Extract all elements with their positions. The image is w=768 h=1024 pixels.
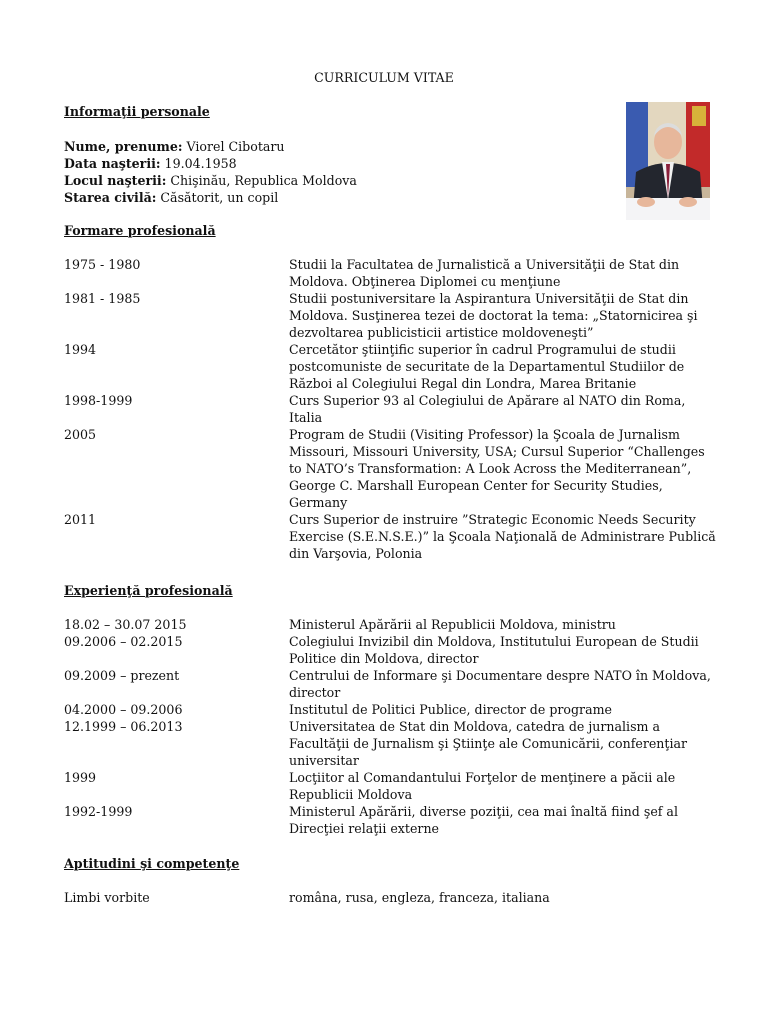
personal-info (64, 138, 357, 206)
education-heading: Formare profesională (64, 223, 216, 238)
period: 2011 (64, 512, 97, 527)
birth-date-line (64, 155, 357, 172)
description: Studii postuniversitare la Aspirantura Universităţii de Stat din Moldova. Susţinerea tezei de doctorat la tema: „Statornicirea şi dezvoltarea publicisticii artistice moldoveneşti” (289, 291, 698, 340)
list-item (64, 511, 724, 562)
experience-heading: Experienţă profesională (64, 583, 233, 598)
list-item (64, 426, 724, 511)
description: Cercetător ştiinţific superior în cadrul Programului de studii postcomuniste de securitate de la Departamentul Studiilor de Război al Colegiului Regal din Londra, Marea Britanie (289, 342, 685, 391)
period: 12.1999 – 06.2013 (64, 719, 183, 734)
civil-status-line (64, 189, 357, 206)
education-list (64, 256, 724, 562)
description: Institutul de Politici Publice, director de programe (289, 702, 612, 717)
name-line (64, 138, 357, 155)
list-item (64, 256, 724, 290)
list-item (64, 341, 724, 392)
period: 1998-1999 (64, 393, 133, 408)
description: Colegiului Invizibil din Moldova, Institutului European de Studii Politice din Moldova, director (289, 634, 699, 666)
languages-value: româna, rusa, engleza, franceza, italiana (289, 890, 550, 905)
languages-label: Limbi vorbite (64, 890, 150, 905)
list-item (64, 803, 724, 837)
period: 1981 - 1985 (64, 291, 141, 306)
civil-status-value: Căsătorit, un copil (156, 190, 279, 205)
list-item (64, 769, 724, 803)
list-item (64, 718, 724, 769)
birth-date-label: Data naşterii: (64, 156, 161, 171)
period: 2005 (64, 427, 97, 442)
list-item (64, 701, 724, 718)
list-item (64, 616, 724, 633)
languages-row (64, 889, 550, 906)
description: Centrului de Informare şi Documentare despre NATO în Moldova, director (289, 668, 711, 700)
description: Studii la Facultatea de Jurnalistică a Universităţii de Stat din Moldova. Obţinerea Diplomei cu menţiune (289, 257, 680, 289)
period: 1999 (64, 770, 97, 785)
birth-place-label: Locul naşterii: (64, 173, 167, 188)
list-item (64, 633, 724, 667)
birth-place-line (64, 172, 357, 189)
period: 09.2006 – 02.2015 (64, 634, 183, 649)
description: Curs Superior de instruire ”Strategic Economic Needs Security Exercise (S.E.N.S.E.)” la Şcoala Naţională de Administrare Publică din Varşovia, Polonia (289, 512, 716, 561)
description: Program de Studii (Visiting Professor) la Şcoala de Jurnalism Missouri, Missouri University, USA; Cursul Superior “Challenges to NATO’s Transformation: A Look Across the Mediterranean”, George C. Marshall European Center for Security Studies, Germany (289, 427, 705, 510)
experience-list (64, 616, 724, 837)
document-title: CURRICULUM VITAE (314, 70, 454, 85)
description: Universitatea de Stat din Moldova, catedra de jurnalism a Facultăţii de Jurnalism şi Ştiinţe ale Comunicării, conferenţiar universitar (289, 719, 688, 768)
name-label: Nume, prenume: (64, 139, 183, 154)
name-value: Viorel Cibotaru (182, 139, 285, 154)
portrait-photo (626, 102, 710, 220)
period: 04.2000 – 09.2006 (64, 702, 183, 717)
description: Curs Superior 93 al Colegiului de Apărare al NATO din Roma, Italia (289, 393, 686, 425)
personal-info-heading: Informaţii personale (64, 104, 210, 119)
skills-heading: Aptitudini şi competenţe (64, 856, 240, 871)
period: 09.2009 – prezent (64, 668, 180, 683)
list-item (64, 667, 724, 701)
period: 1994 (64, 342, 97, 357)
list-item (64, 290, 724, 341)
description: Locţiitor al Comandantului Forţelor de menţinere a păcii ale Republicii Moldova (289, 770, 676, 802)
birth-place-value: Chişinău, Republica Moldova (166, 173, 357, 188)
period: 1992-1999 (64, 804, 133, 819)
list-item (64, 392, 724, 426)
birth-date-value: 19.04.1958 (160, 156, 237, 171)
civil-status-label: Starea civilă: (64, 190, 157, 205)
description: Ministerul Apărării al Republicii Moldova, ministru (289, 617, 616, 632)
period: 1975 - 1980 (64, 257, 141, 272)
description: Ministerul Apărării, diverse poziţii, cea mai înaltă fiind şef al Direcţiei relaţii externe (289, 804, 678, 836)
period: 18.02 – 30.07 2015 (64, 617, 187, 632)
